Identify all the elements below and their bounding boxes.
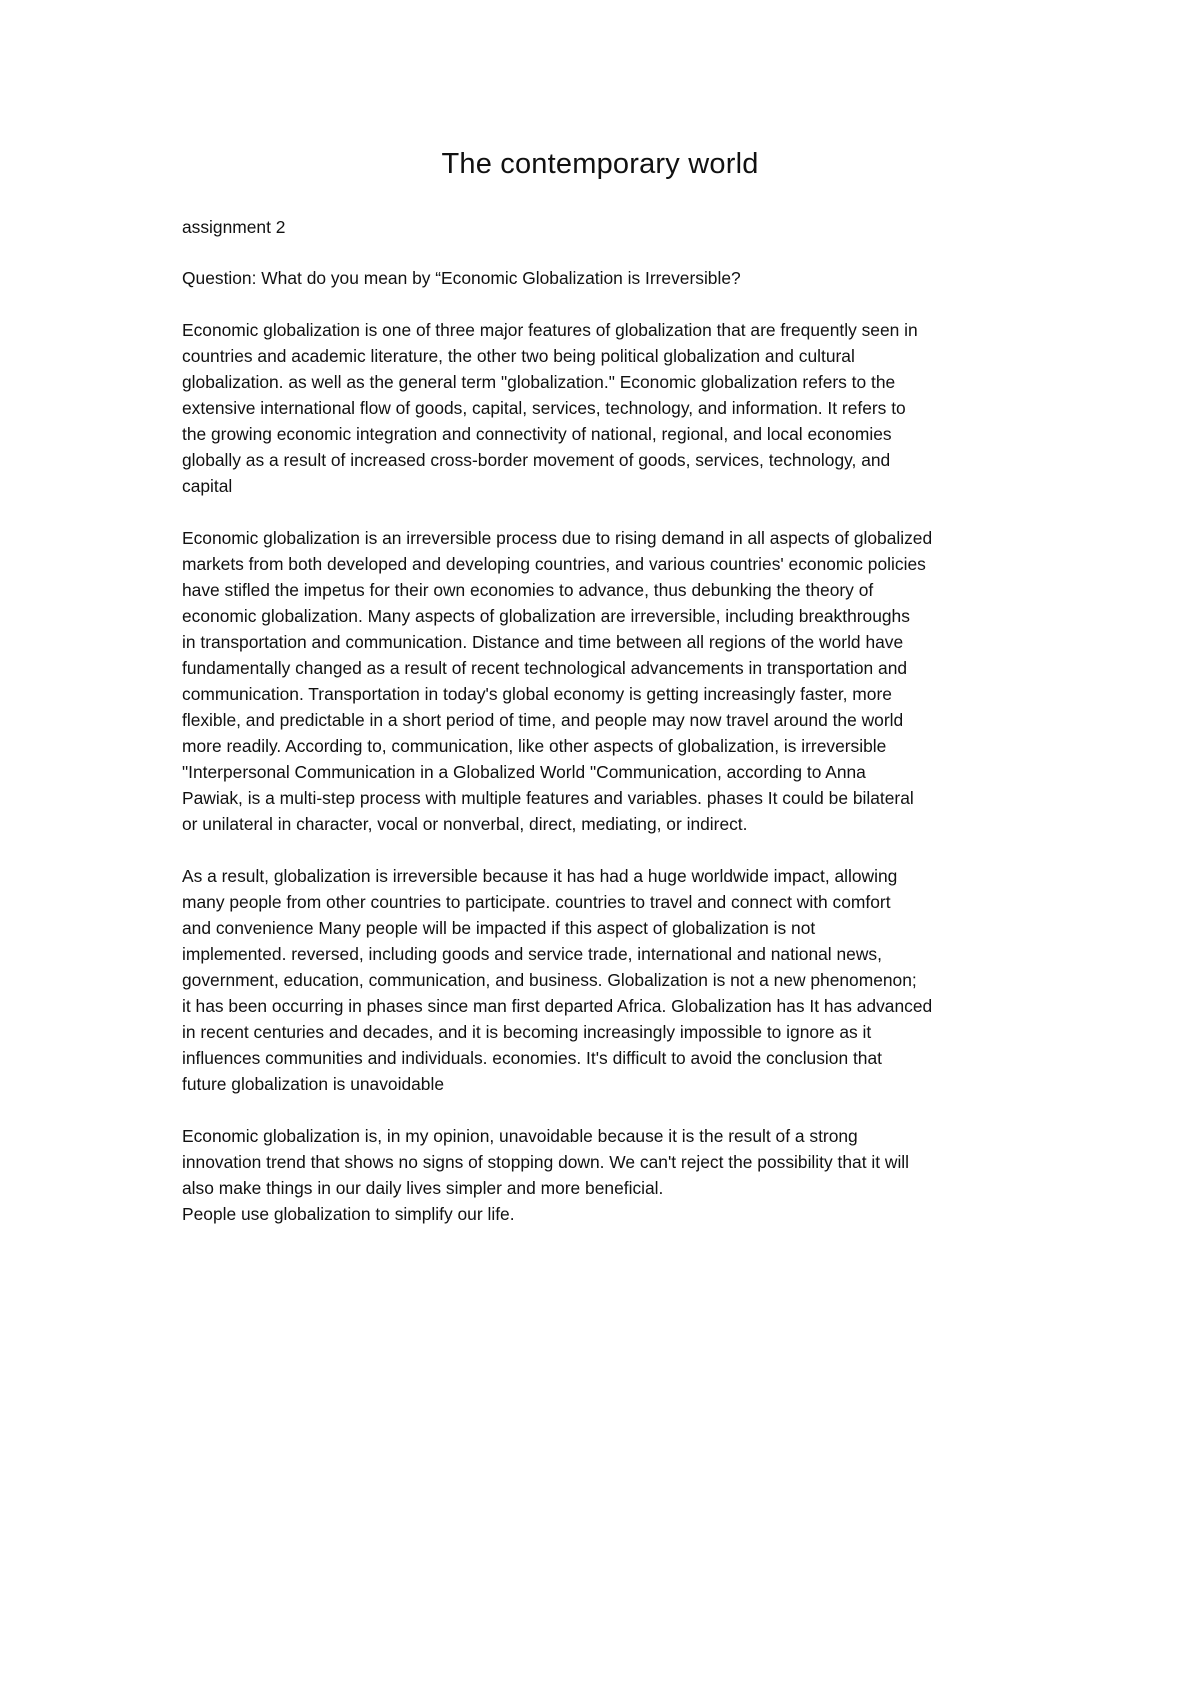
paragraph-line: Economic globalization is an irreversible process due to rising demand in all aspects of globalized (182, 528, 933, 548)
paragraph-line: innovation trend that shows no signs of stopping down. We can't reject the possibility that it will (182, 1152, 910, 1172)
paragraph-line: globalization. as well as the general term "globalization." Economic globalization refers to the (182, 372, 896, 392)
paragraph-4 (182, 1123, 1032, 1227)
paragraph-line: have stifled the impetus for their own economies to advance, thus debunking the theory of (182, 580, 874, 600)
assignment-label: assignment 2 (182, 217, 286, 237)
paragraph-line: globally as a result of increased cross-border movement of goods, services, technology, and (182, 450, 891, 470)
paragraph-line: economic globalization. Many aspects of globalization are irreversible, including breakthroughs (182, 606, 910, 626)
paragraph-line: fundamentally changed as a result of recent technological advancements in transportation and (182, 658, 908, 678)
paragraph-3 (182, 863, 1032, 1097)
paragraph-line: capital (182, 476, 233, 496)
paragraph-line: Economic globalization is one of three major features of globalization that are frequently seen in (182, 320, 918, 340)
paragraph-line: or unilateral in character, vocal or nonverbal, direct, mediating, or indirect. (182, 814, 748, 834)
document-title: The contemporary world (441, 148, 759, 180)
paragraph-line: extensive international flow of goods, capital, services, technology, and information. It refers to (182, 398, 906, 418)
paragraph-line: flexible, and predictable in a short period of time, and people may now travel around the world (182, 710, 904, 730)
paragraph-line: "Interpersonal Communication in a Globalized World "Communication, according to Anna (182, 762, 866, 782)
paragraph-line: communication. Transportation in today's global economy is getting increasingly faster, more (182, 684, 892, 704)
paragraph-line: government, education, communication, and business. Globalization is not a new phenomenon; (182, 970, 917, 990)
paragraph-line: and convenience Many people will be impacted if this aspect of globalization is not (182, 918, 816, 938)
paragraph-line: As a result, globalization is irreversible because it has had a huge worldwide impact, allowing (182, 866, 898, 886)
paragraph-line: the growing economic integration and connectivity of national, regional, and local economies (182, 424, 892, 444)
document-body (182, 214, 1032, 1227)
paragraph-line: more readily. According to, communication, like other aspects of globalization, is irreversible (182, 736, 887, 756)
question-line: Question: What do you mean by “Economic Globalization is Irreversible? (182, 268, 741, 288)
paragraph-line: markets from both developed and developing countries, and various countries' economic policies (182, 554, 926, 574)
paragraph-line: People use globalization to simplify our life. (182, 1204, 515, 1224)
paragraph-line: countries and academic literature, the other two being political globalization and cultural (182, 346, 855, 366)
paragraph-line: future globalization is unavoidable (182, 1074, 445, 1094)
paragraph-1 (182, 317, 1032, 499)
paragraph-line: also make things in our daily lives simpler and more beneficial. (182, 1178, 664, 1198)
paragraph-line: implemented. reversed, including goods and service trade, international and national news, (182, 944, 882, 964)
paragraph-line: Pawiak, is a multi-step process with multiple features and variables. phases It could be bilateral (182, 788, 914, 808)
paragraph-line: in transportation and communication. Distance and time between all regions of the world have (182, 632, 904, 652)
paragraph-line: in recent centuries and decades, and it is becoming increasingly impossible to ignore as it (182, 1022, 872, 1042)
paragraph-line: Economic globalization is, in my opinion, unavoidable because it is the result of a strong (182, 1126, 858, 1146)
paragraph-2 (182, 525, 1032, 837)
paragraph-line: influences communities and individuals. economies. It's difficult to avoid the conclusion that (182, 1048, 882, 1068)
paragraph-line: it has been occurring in phases since man first departed Africa. Globalization has It has advanced (182, 996, 933, 1016)
paragraph-line: many people from other countries to participate. countries to travel and connect with comfort (182, 892, 891, 912)
